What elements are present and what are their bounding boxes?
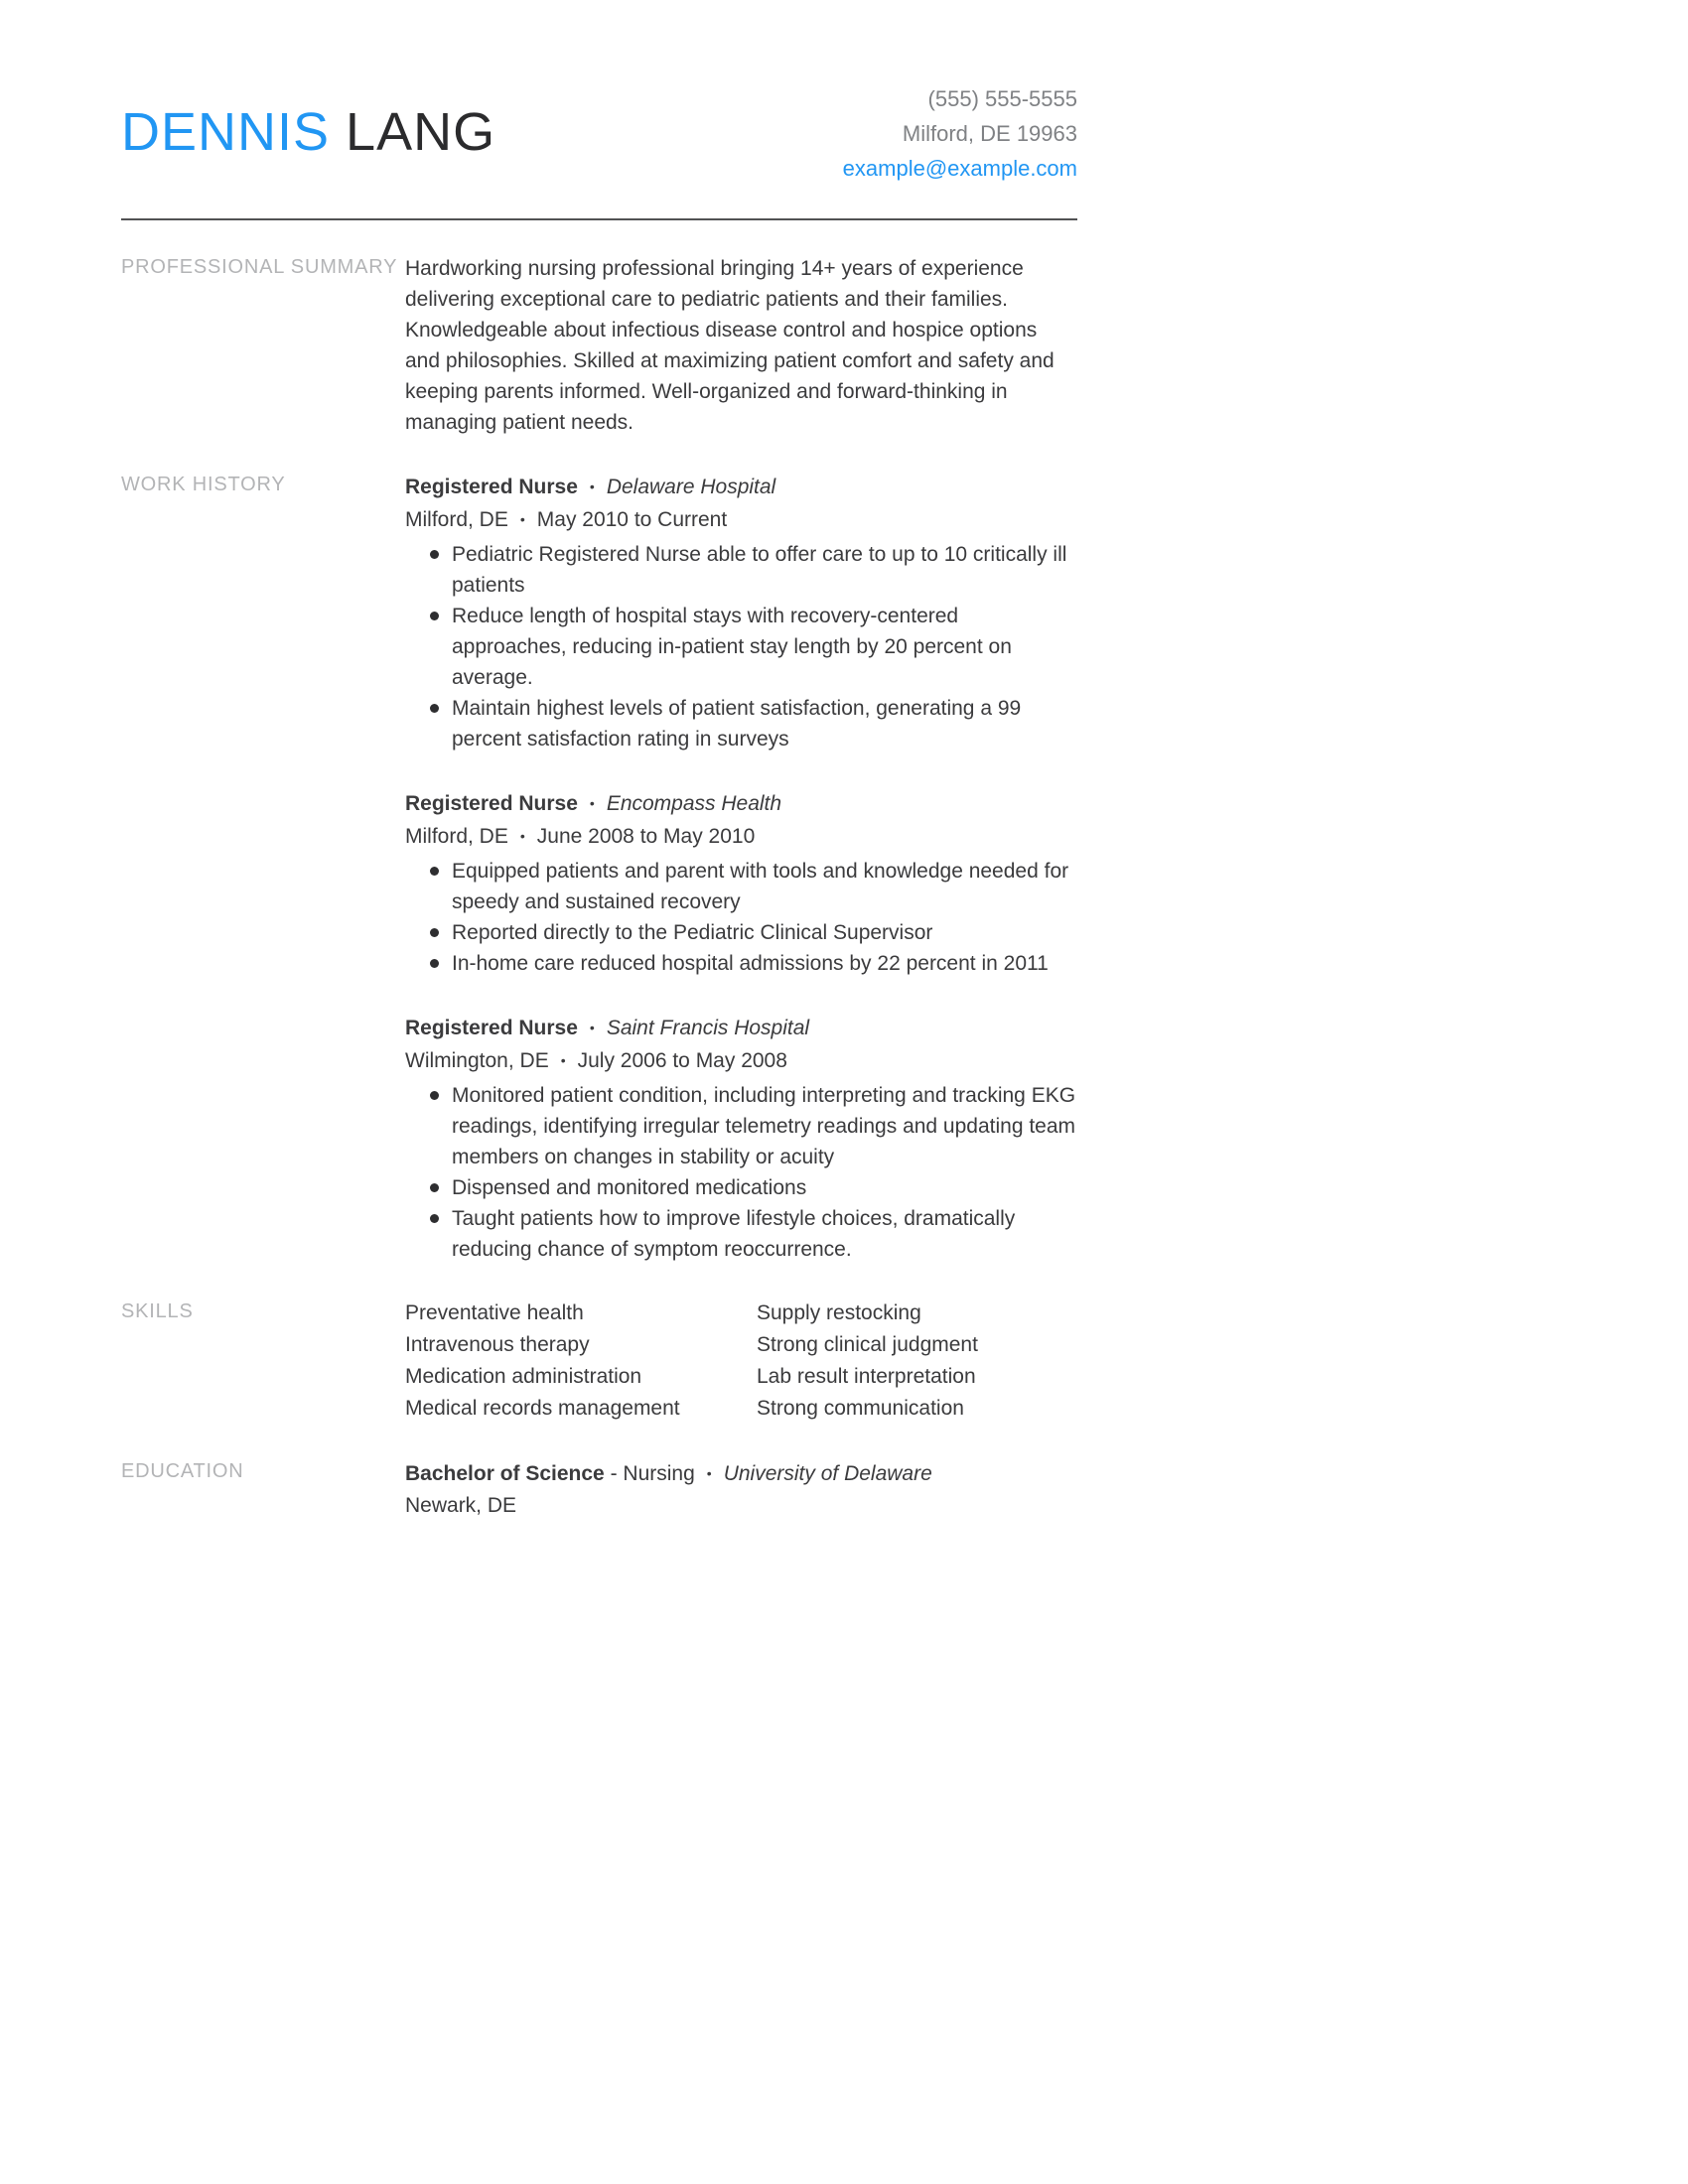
- section-professional-summary: [121, 253, 1077, 438]
- job-bullet-list: [405, 856, 1077, 979]
- skill-item: Intravenous therapy: [405, 1333, 590, 1357]
- employer-name: Encompass Health: [606, 792, 782, 816]
- school-name: University of Delaware: [723, 1462, 932, 1486]
- dot-separator: •: [589, 1020, 595, 1036]
- header-divider: [121, 218, 1077, 220]
- job-meta-line: [405, 820, 1077, 853]
- job-dates: June 2008 to May 2010: [536, 825, 756, 849]
- dot-separator: •: [589, 795, 595, 812]
- job-bullet: Reported directly to the Pediatric Clinical Supervisor: [405, 917, 1077, 948]
- section-label-summary: PROFESSIONAL SUMMARY: [121, 256, 398, 279]
- skill-item: Strong communication: [757, 1397, 964, 1421]
- dot-separator: •: [560, 1052, 566, 1069]
- summary-body: [405, 253, 1077, 438]
- education-body: [405, 1457, 1077, 1522]
- job-entry: [405, 1012, 1077, 1265]
- job-meta-line: [405, 1044, 1077, 1077]
- skill-item: Preventative health: [405, 1301, 584, 1325]
- degree-suffix: - Nursing: [610, 1462, 695, 1486]
- section-education: [121, 1457, 1077, 1522]
- job-entry: [405, 787, 1077, 979]
- resume-content: [121, 0, 1077, 1522]
- employer-name: Delaware Hospital: [606, 476, 776, 499]
- dot-separator: •: [589, 478, 595, 495]
- job-bullet: Equipped patients and parent with tools and knowledge needed for speedy and sustained recovery: [405, 856, 1077, 917]
- job-bullet: Taught patients how to improve lifestyle choices, dramatically reducing chance of symptom reoccurrence.: [405, 1203, 1077, 1265]
- section-work-history: [121, 471, 1077, 1265]
- first-name: DENNIS: [121, 102, 331, 163]
- contact-email-link[interactable]: example@example.com: [842, 156, 1077, 181]
- job-title: Registered Nurse: [405, 476, 578, 499]
- skill-item: Lab result interpretation: [757, 1365, 976, 1389]
- job-title: Registered Nurse: [405, 792, 578, 816]
- job-title-line: [405, 1012, 1077, 1044]
- job-bullet: In-home care reduced hospital admissions by 22 percent in 2011: [405, 948, 1077, 979]
- job-bullet-list: [405, 1080, 1077, 1265]
- job-title-line: [405, 471, 1077, 503]
- section-label-skills: SKILLS: [121, 1300, 194, 1323]
- header: [121, 0, 1077, 195]
- skill-item: Strong clinical judgment: [757, 1333, 978, 1357]
- job-location: Wilmington, DE: [405, 1049, 549, 1073]
- dot-separator: •: [706, 1465, 712, 1482]
- job-bullet: Dispensed and monitored medications: [405, 1172, 1077, 1203]
- education-degree-line: [405, 1457, 1077, 1490]
- dot-separator: •: [519, 828, 525, 845]
- skills-grid: [405, 1297, 1077, 1425]
- contact-address: Milford, DE 19963: [902, 121, 1077, 146]
- summary-text: Hardworking nursing professional bringing 14+ years of experience delivering exceptional care to pediatric patients and their families. Knowledgeable about infectious disease control and hospice options and philosophies. Skilled at maximizing patient comfort and safety and keeping parents informed. Well-organized and forward-thinking in managing patient needs.: [405, 257, 1055, 435]
- work-history-body: [405, 471, 1077, 1265]
- job-meta-line: [405, 503, 1077, 536]
- skills-column-2: [757, 1297, 1077, 1425]
- job-title: Registered Nurse: [405, 1017, 578, 1040]
- section-skills: [121, 1297, 1077, 1425]
- job-title-line: [405, 787, 1077, 820]
- job-dates: May 2010 to Current: [536, 508, 728, 532]
- job-location: Milford, DE: [405, 508, 508, 532]
- skills-body: [405, 1297, 1077, 1425]
- skill-item: Medical records management: [405, 1397, 680, 1421]
- job-bullet: Maintain highest levels of patient satisfaction, generating a 99 percent satisfaction rating in surveys: [405, 693, 1077, 754]
- dot-separator: •: [519, 511, 525, 528]
- section-label-education: EDUCATION: [121, 1460, 244, 1483]
- skill-item: Medication administration: [405, 1365, 642, 1389]
- job-bullet: Monitored patient condition, including interpreting and tracking EKG readings, identifying irregular telemetry readings and updating team members on changes in stability or acuity: [405, 1080, 1077, 1172]
- last-name: LANG: [346, 102, 496, 163]
- contact-phone: (555) 555-5555: [927, 86, 1077, 111]
- section-label-work-history: WORK HISTORY: [121, 474, 286, 496]
- skill-item: Supply restocking: [757, 1301, 921, 1325]
- skills-column-1: [405, 1297, 757, 1425]
- job-bullet: Pediatric Registered Nurse able to offer care to up to 10 critically ill patients: [405, 539, 1077, 601]
- employer-name: Saint Francis Hospital: [606, 1017, 810, 1040]
- job-bullet: Reduce length of hospital stays with recovery-centered approaches, reducing in-patient stay length by 20 percent on average.: [405, 601, 1077, 693]
- contact-block: [843, 69, 1077, 186]
- job-location: Milford, DE: [405, 825, 508, 849]
- education-location: Newark, DE: [405, 1494, 517, 1518]
- page-title: [121, 102, 496, 163]
- job-dates: July 2006 to May 2008: [577, 1049, 787, 1073]
- job-bullet-list: [405, 539, 1077, 754]
- job-entry: [405, 471, 1077, 754]
- degree-name: Bachelor of Science: [405, 1462, 605, 1486]
